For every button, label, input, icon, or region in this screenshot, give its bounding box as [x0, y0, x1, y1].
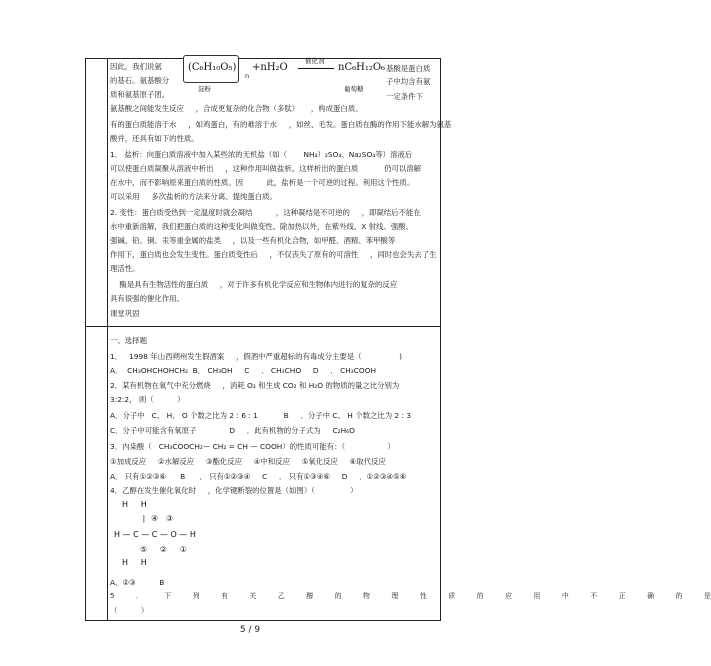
equation-product: nC₆H₁₂O₆ [338, 62, 386, 73]
text-line: 氨基酸之间能发生反应 ，合成更复杂的化合物（多肽） ，构成蛋白质。 [110, 104, 363, 113]
text-line: 1． 盐析：向蛋白质溶液中加入某些浓的无机盐（如（ NH₄）₂SO₄、Na₂SO₄等）溶液后 [110, 150, 413, 159]
text-line: 具有很强的催化作用。 [110, 294, 184, 303]
table-row-divider [85, 326, 440, 327]
equation-label-glucose: 葡萄糖 [344, 85, 364, 93]
text-line: 酸并，还具有如下的性质。 [110, 134, 199, 143]
text-line: 可以采用 多次盐析的方法来分离、提纯蛋白质。 [110, 192, 277, 201]
question-line: 3:2:2， 则（ ） [110, 395, 185, 404]
question-line: （ ） [110, 606, 149, 615]
text-line: 强碱、铅、铜、汞等重金属的盐类 ，以及一些有机化合物，如甲醛、酒精、苯甲酸等 [110, 236, 396, 245]
structure-bottom-labels: ⑤ ② ① [140, 545, 187, 554]
question-line: A． 只有①②③⑥ B ． 只有①②③④ C ． 只有①③④⑥ D ．①②③④⑤⑥ [110, 472, 407, 481]
table-top-border [85, 58, 440, 59]
question-line: 1． 1998 年山西朔州发生假酒案 ，假酒中严重超标的有毒成分主要是（ ) [110, 352, 403, 361]
text-line: 的基石。氨基酸分 [110, 76, 170, 85]
question-line: 2．某有机物在氧气中充分燃烧 ，消耗 O₂ 和生成 CO₂ 和 H₂O 的物质的量之比分别为 [110, 381, 400, 390]
structure-bottom-h: H H [122, 558, 147, 567]
side-text: 基酸是蛋白质 [386, 64, 431, 73]
question-line: ①加成反应 ②水解反应 ③酯化反应 ④中和反应 ⑤氧化反应 ⑥取代反应 [110, 457, 386, 466]
text-line: 在水中，而不影响原来蛋白质的性质。因 此，盐析是一个可逆的过程。利用这个性质。 [110, 178, 415, 187]
section-heading: 课堂巩固 [110, 309, 140, 318]
side-text: 子中均含有氨 [386, 77, 431, 86]
question-line: 4．乙醇在发生催化氧化时 ，化学键断裂的位置是（如图）（ ） [110, 486, 358, 495]
equation-reactant: (C₆H₁₀O₅) [188, 62, 237, 73]
text-line: 因此，我们说氨 [110, 62, 162, 71]
equation-water: +nH₂O [252, 62, 288, 73]
page-number: 5 / 9 [239, 625, 261, 635]
text-line: 理活性。 [110, 264, 140, 273]
text-line: 质和氨基原子团。 [110, 90, 170, 99]
structure-top-h: H H [122, 500, 147, 509]
side-text: 一定条件下 [386, 92, 423, 101]
equation-arrow [298, 68, 334, 69]
question-line: 3．内桒酸（ CH₃COOCH₂— CH₂ = CH — COOH）的性质可能有：（ ） [110, 442, 395, 451]
text-line: 酶是具有生物活性的蛋白质 ，对于许多有机化学反应和生物体内进行的复杂的反应 [110, 280, 398, 289]
question-line: C．分子中可能含有氧原子 D ．此有机物的分子式为 C₂H₆O [110, 426, 355, 435]
text-line: 2. 变性：蛋白质受热到一定温度时就会凝结 ，这种凝结是不可逆的 ，即凝结后不能在 [110, 208, 421, 217]
text-line: 水中重新溶解，我们把蛋白质的这种变化叫做变性。除加热以外，在紫外线、X 射线、强酸、 [110, 222, 414, 231]
structure-bond-labels: ∣ ④ ③ [142, 514, 174, 523]
table-left-column [85, 58, 108, 620]
question-line: A．分子中 C、 H、 O 个数之比为 2 : 6 : 1 B ．分子中 C、 H 个数之比为 2 : 3 [110, 411, 412, 420]
structure-chain: H — C — C — O — H [114, 530, 196, 539]
equation-subscript-n: n [245, 72, 250, 80]
section-heading: 一、选择题 [110, 336, 147, 345]
equation-catalyst: 催化剂 [305, 57, 325, 65]
equation-label-starch: 淀粉 [198, 85, 211, 93]
question-line: 5 ． 下 列 有 关 乙 醇 的 物 理 性 质 的 应 用 中 不 正 确 的 是 [110, 592, 711, 600]
text-line: 可以使蛋白质凝聚从溶液中析出 ，这种作用叫做盐析。这样析出的蛋白质 仍可以溶解 [110, 164, 422, 173]
text-line: 作用下，蛋白质也会发生变性。蛋白质变性后 ，不仅丧失了原有的可溶性 ，同时也会失去了生 [110, 250, 437, 259]
question-line: A． CH₃OHCHOHCH₂ B． CH₃OH C ． CH₃CHO D ． CH₃COOH [110, 366, 377, 375]
text-line: 有的蛋白质能溶于水 ，如鸡蛋白，有的难溶于水 ，如丝、毛发。蛋白质在酶的作用下能水解为氨基 [110, 120, 452, 129]
question-line: A、②③ B [110, 578, 165, 587]
